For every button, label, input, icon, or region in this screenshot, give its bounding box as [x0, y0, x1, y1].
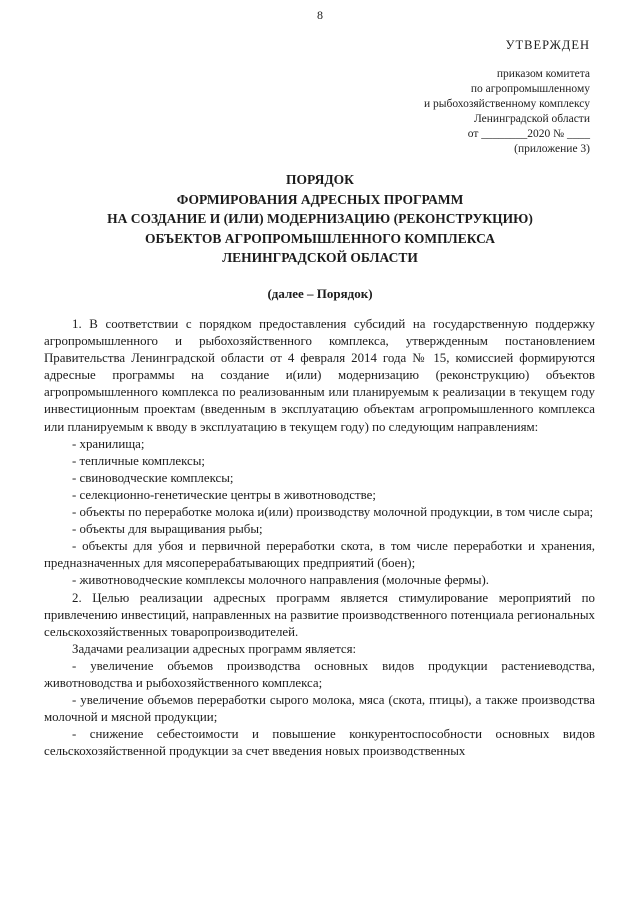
- paragraph: Задачами реализации адресных программ является:: [72, 641, 357, 656]
- approval-line: и рыбохозяйственному комплексу: [423, 98, 590, 110]
- paragraph: 2. Целью реализации адресных программ является стимулирование мероприятий по привлечению инвестиций, направленных на развитие производственного потенциала региональных сельскохозяйственных товаропроизводителей.: [44, 590, 595, 639]
- document-body: [44, 316, 595, 760]
- title-line: ПОРЯДОК: [286, 172, 354, 187]
- list-item: - тепличные комплексы;: [72, 453, 206, 468]
- document-subtitle: (далее – Порядок): [267, 286, 373, 301]
- approval-stamp-title: УТВЕРЖДЕН: [505, 38, 590, 52]
- title-line: ОБЪЕКТОВ АГРОПРОМЫШЛЕННОГО КОМПЛЕКСА: [145, 230, 495, 246]
- approval-block: [424, 38, 590, 157]
- approval-line: по агропромышленному: [470, 83, 590, 95]
- approval-line: Ленинградской области: [473, 113, 590, 125]
- list-item: - объекты по переработке молока и(или) производству молочной продукции, в том числе сыра;: [72, 505, 594, 520]
- list-item: - увеличение объемов переработки сырого молока, мяса (скота, птицы), а также производства молочной и мясной продукции;: [44, 693, 595, 725]
- title-line: НА СОЗДАНИЕ И (ИЛИ) МОДЕРНИЗАЦИЮ (РЕКОНСТРУКЦИЮ): [107, 211, 533, 226]
- page-number: 8: [317, 8, 323, 22]
- list-item: - объекты для выращивания рыбы;: [72, 522, 263, 537]
- document-title: [30, 170, 610, 268]
- list-item: - селекционно-генетические центры в животноводстве;: [72, 487, 376, 502]
- approval-date-line: от ________2020 № ____: [467, 128, 590, 140]
- paragraph: 1. В соответствии с порядком предоставления субсидий на государственную поддержку агропромышленного и рыбохозяйственного комплекса, утвержденным постановлением Правительства Ленинградской области от 4 февраля 2014 года № 15, комиссией формируются адресные программы на создание и(или) модернизацию (реконструкцию) объектов агропромышленного комплекса по реализованным или планируемым к реализации в текущем году инвестиционным проектам (введенным в эксплуатацию объектам агропромышленного комплекса или планируемым к вводу в эксплуатацию в текущем году) по следующим направлениям:: [44, 317, 595, 434]
- list-item: - животноводческие комплексы молочного направления (молочные фермы).: [72, 573, 490, 588]
- approval-appendix: (приложение 3): [514, 143, 590, 155]
- title-line: ФОРМИРОВАНИЯ АДРЕСНЫХ ПРОГРАММ: [176, 191, 464, 207]
- title-line: ЛЕНИНГРАДСКОЙ ОБЛАСТИ: [222, 250, 418, 265]
- list-item: - объекты для убоя и первичной переработки скота, в том числе переработки и хранения, предназначенных для мясоперерабатывающих предприятий (боен);: [44, 539, 595, 571]
- list-item: - хранилища;: [72, 436, 145, 451]
- list-item: - увеличение объемов производства основных видов продукции растениеводства, животноводства и рыбохозяйственного комплекса;: [44, 658, 595, 690]
- list-item: - снижение себестоимости и повышение конкурентоспособности основных видов сельскохозяйственной продукции за счет введения новых производственных: [44, 727, 595, 759]
- list-item: - свиноводческие комплексы;: [72, 470, 234, 485]
- approval-line: приказом комитета: [496, 68, 590, 80]
